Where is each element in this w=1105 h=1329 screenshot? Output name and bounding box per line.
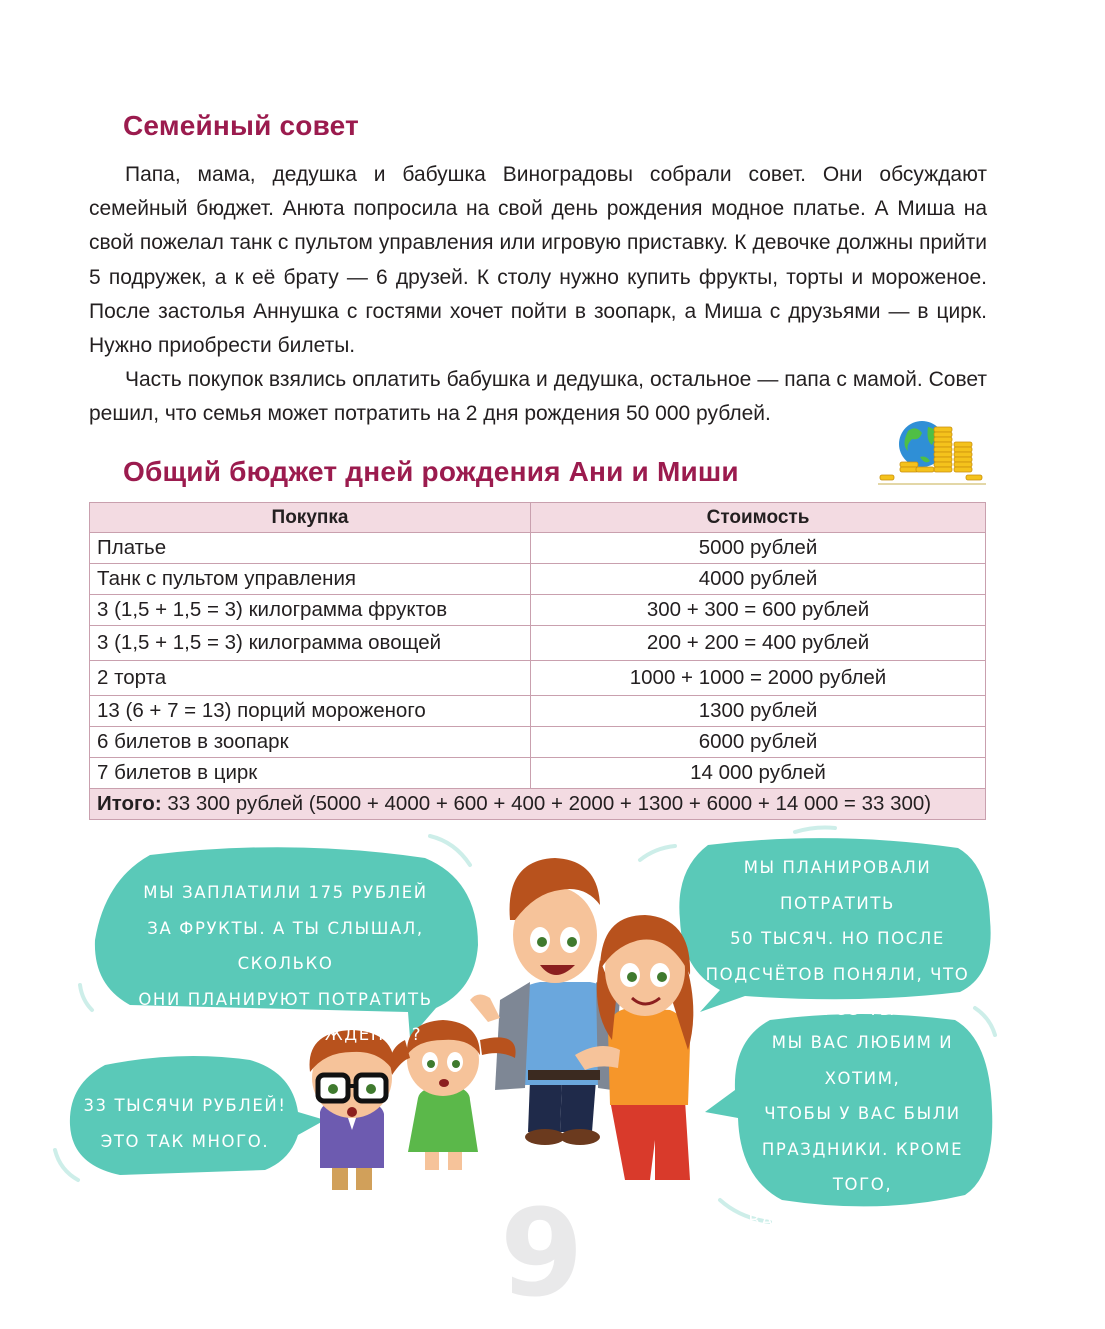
bubble-line: МЫ ПЛАНИРОВАЛИ ПОТРАТИТЬ [743, 858, 932, 913]
cost-cell: 200 + 200 = 400 рублей [531, 626, 986, 661]
total-label: Итого: [97, 792, 162, 815]
column-header-item: Покупка [90, 503, 531, 533]
bubble-line: ПРАЗДНИКИ. КРОМЕ ТОГО, [761, 1139, 964, 1194]
bubble-line: ВАШИ ДНИ РОЖДЕНИЯ — [748, 1210, 977, 1265]
bubble-line: ОНИ ПЛАНИРУЮТ ПОТРАТИТЬ [138, 989, 433, 1009]
bubble-text-bottom-left [80, 1088, 290, 1159]
bubble-line: 33 ТЫСЯЧИ РУБЛЕЙ! [83, 1096, 287, 1115]
cost-cell: 1000 + 1000 = 2000 рублей [531, 661, 986, 696]
item-cell: 13 (6 + 7 = 13) порций мороженого [90, 696, 531, 727]
bubble-line: ЗА ФРУКТЫ. А ТЫ СЛЫШАЛ, СКОЛЬКО [147, 918, 424, 973]
bubble-text-top-left [108, 875, 463, 1053]
boy-character [310, 1030, 395, 1190]
item-cell: Танк с пультом управления [90, 564, 531, 595]
bubble-line: МЫ ЗАПЛАТИЛИ 175 РУБЛЕЙ [143, 883, 428, 902]
intro-paragraph: Папа, мама, дедушка и бабушка Виноградовы собрали совет. Они обсуждают семейный бюджет. Анюта попросила на свой день рождения модное платье. А Миша на свой пожелал танк с пультом управления или игровую приставку. К девочке должны прийти 5 подружек, а к её брату — 6 друзей. К столу нужно купить фрукты, торты и мороженое. После застолья Аннушка с гостями хочет пойти в зоопарк, а Миша с друзьями — в цирк. Нужно приобрести билеты. [89, 163, 987, 358]
intro-paragraph: Часть покупок взялись оплатить бабушка и дедушка, остальное — папа с мамой. Совет решил, что семья может потратить на 2 дня рождения 50 000 рублей. [89, 368, 987, 426]
bubble-line: 50 ТЫСЯЧ. НО ПОСЛЕ [730, 929, 945, 948]
column-header-cost: Стоимость [531, 503, 986, 533]
total-value: 33 300 рублей (5000 + 4000 + 600 + 400 + 2000 + 1300 + 6000 + 14 000 = 33 300) [167, 792, 932, 815]
cost-cell: 4000 рублей [531, 564, 986, 595]
cost-cell: 14 000 рублей [531, 758, 986, 789]
cost-cell: 6000 рублей [531, 727, 986, 758]
bubble-line: ПОДСЧЁТОВ ПОНЯЛИ, ЧТО [705, 964, 970, 984]
item-cell: 3 (1,5 + 1,5 = 3) килограмма фруктов [90, 595, 531, 626]
bubble-line: ХВАТИТ И 33 ТЫСЯЧ. [733, 1000, 942, 1019]
cost-cell: 5000 рублей [531, 533, 986, 564]
bubble-text-top-right [690, 850, 985, 1028]
item-cell: 6 билетов в зоопарк [90, 727, 531, 758]
bubble-line: НА НАШИ ДНИ РОЖДЕНИЯ? [148, 1025, 423, 1044]
bubble-line: ЭТО ТАК МНОГО. [100, 1131, 270, 1151]
item-cell: Платье [90, 533, 531, 564]
bubble-text-bottom-right [740, 1025, 985, 1309]
cost-cell: 300 + 300 = 600 рублей [531, 595, 986, 626]
cost-cell: 1300 рублей [531, 696, 986, 727]
item-cell: 2 торта [90, 661, 531, 696]
dad-character [470, 858, 620, 1145]
page-number: 9 [500, 1185, 584, 1324]
item-cell: 3 (1,5 + 1,5 = 3) килограмма овощей [90, 626, 531, 661]
bubble-line: ПРАЗДНИКИ И ДЛЯ НАС. [740, 1281, 985, 1301]
table-title: Общий бюджет дней рождения Ани и Миши [123, 456, 739, 487]
page-title: Семейный совет [123, 110, 359, 141]
item-cell: 7 билетов в цирк [90, 758, 531, 789]
bubble-line: МЫ ВАС ЛЮБИМ И ХОТИМ, [771, 1033, 954, 1088]
bubble-line: ЧТОБЫ У ВАС БЫЛИ [764, 1104, 961, 1123]
